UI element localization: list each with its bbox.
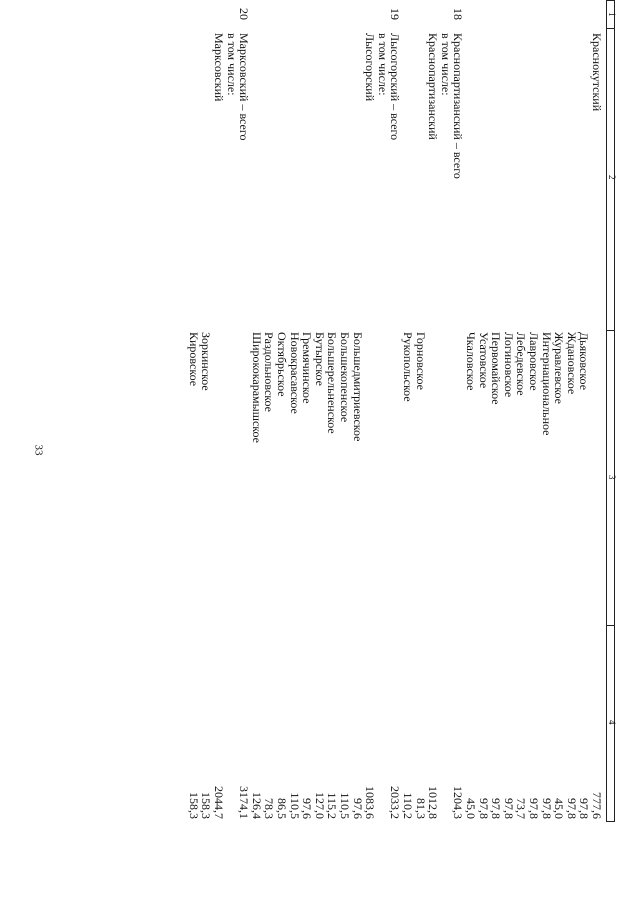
table-row — [528, 0, 540, 822]
settlement-name: Горновское — [413, 332, 428, 390]
amount-value: 45,0 — [552, 798, 567, 819]
settlement-name: Интернациональное — [539, 332, 554, 436]
amount-value: 777,6 — [590, 792, 604, 819]
amount-value: 2044,7 — [212, 786, 226, 819]
table-row — [503, 0, 515, 822]
district-name: в том числе: — [375, 33, 390, 96]
table-row — [226, 0, 238, 822]
header-top-rule — [614, 0, 615, 822]
amount-value: 115,2 — [325, 792, 340, 819]
amount-value: 73,7 — [514, 798, 529, 819]
amount-value: 81,3 — [413, 798, 428, 819]
settlement-name: Лавровское — [527, 332, 541, 391]
settlement-name: Бутырское — [312, 332, 327, 386]
settlement-name: Раздольновское — [262, 332, 277, 412]
settlement-name: Дьяковское — [577, 332, 592, 391]
table-row — [440, 0, 452, 822]
table-row — [238, 0, 250, 822]
amount-value: 97,8 — [501, 798, 516, 819]
table-row — [578, 0, 590, 822]
settlement-name: Гремячинское — [300, 332, 315, 404]
table-row — [188, 0, 200, 822]
table-row — [289, 0, 301, 822]
settlement-name: Усатовское — [476, 332, 491, 389]
header-divider-1 — [606, 28, 615, 29]
amount-value: 97,6 — [350, 798, 365, 819]
header-col-4: 4 — [607, 720, 617, 725]
row-number: 18 — [451, 8, 466, 20]
table-row — [377, 0, 389, 822]
table-row — [566, 0, 578, 822]
amount-value: 1083,6 — [363, 786, 378, 819]
district-name: в том числе: — [438, 33, 453, 96]
settlement-name: Ждановское — [564, 332, 579, 395]
amount-value: 78,3 — [262, 798, 277, 819]
amount-value: 97,8 — [539, 798, 554, 819]
district-name: Марксовский — [212, 33, 226, 102]
amount-value: 127,0 — [312, 792, 327, 819]
table-row — [478, 0, 490, 822]
table-row — [452, 0, 464, 822]
table-row — [339, 0, 351, 822]
settlement-name: Ширококарамышское — [249, 332, 264, 443]
header-col-3: 3 — [607, 475, 617, 480]
settlement-name: Большекопенское — [338, 332, 352, 423]
table-row — [465, 0, 477, 822]
district-name: Краснопартизанский – всего — [451, 33, 466, 179]
amount-value: 97,8 — [489, 798, 504, 819]
table-row — [276, 0, 288, 822]
table-row — [314, 0, 326, 822]
amount-value: 110,5 — [338, 792, 352, 819]
table-row — [200, 0, 212, 822]
table-row — [301, 0, 313, 822]
district-name: Лысогорский – всего — [388, 33, 403, 141]
amount-value: 158,3 — [186, 792, 201, 819]
settlement-name: Лебедевское — [514, 332, 529, 396]
table-row — [427, 0, 439, 822]
settlement-name: Октябрьское — [275, 332, 289, 397]
table-row — [541, 0, 553, 822]
amount-value: 110,5 — [287, 792, 302, 819]
table-row — [402, 0, 414, 822]
row-number: 19 — [388, 8, 403, 20]
rotated-table-page — [60, 0, 615, 825]
amount-value: 1012,8 — [426, 786, 441, 819]
settlement-name: Первомайское — [489, 332, 504, 405]
header-right-rule — [606, 821, 615, 822]
table-row — [213, 0, 225, 822]
row-number: 20 — [237, 8, 252, 20]
table-row — [591, 0, 603, 822]
amount-value: 45,0 — [464, 798, 478, 819]
amount-value: 1204,3 — [451, 786, 466, 819]
district-name: Краснокутский — [590, 33, 604, 112]
district-name: Марксовский – всего — [237, 33, 252, 141]
table-row — [263, 0, 275, 822]
settlement-name: Чкаловское — [464, 332, 478, 391]
table-row — [515, 0, 527, 822]
amount-value: 3174,1 — [237, 786, 252, 819]
amount-value: 86,5 — [275, 798, 289, 819]
table-row — [553, 0, 565, 822]
header-col-1: 1 — [607, 12, 617, 17]
header-left-rule — [606, 0, 615, 1]
header-divider-2 — [606, 330, 615, 331]
table-row — [415, 0, 427, 822]
settlement-name: Логиновское — [501, 332, 516, 398]
settlement-name: Большедмитриевское — [350, 332, 365, 442]
table-row — [490, 0, 502, 822]
district-name: Лысогорский — [363, 33, 378, 102]
amount-value: 126,4 — [249, 792, 264, 819]
table-row — [326, 0, 338, 822]
settlement-name: Кировское — [186, 332, 201, 387]
amount-value: 110,2 — [401, 792, 415, 819]
amount-value: 97,8 — [476, 798, 491, 819]
table-row — [364, 0, 376, 822]
table-row — [389, 0, 401, 822]
district-name: Краснопартизанский — [426, 33, 441, 140]
amount-value: 97,8 — [527, 798, 541, 819]
header-bottom-rule — [606, 0, 607, 822]
page-number: 33 — [32, 444, 45, 456]
settlement-name: Большерельненское — [325, 332, 340, 434]
table-row — [352, 0, 364, 822]
amount-value: 2033,2 — [388, 786, 403, 819]
amount-value: 97,8 — [577, 798, 592, 819]
amount-value: 97,8 — [564, 798, 579, 819]
settlement-name: Журавлевское — [552, 332, 567, 404]
settlement-name: Новокрасавское — [287, 332, 302, 414]
settlement-name: Рукопольское — [401, 332, 415, 402]
amount-value: 97,6 — [300, 798, 315, 819]
header-col-2: 2 — [607, 175, 617, 180]
amount-value: 158,3 — [199, 792, 214, 819]
header-divider-3 — [606, 625, 615, 626]
settlement-name: Зоркинское — [199, 332, 214, 391]
table-row — [251, 0, 263, 822]
district-name: в том числе: — [224, 33, 239, 96]
